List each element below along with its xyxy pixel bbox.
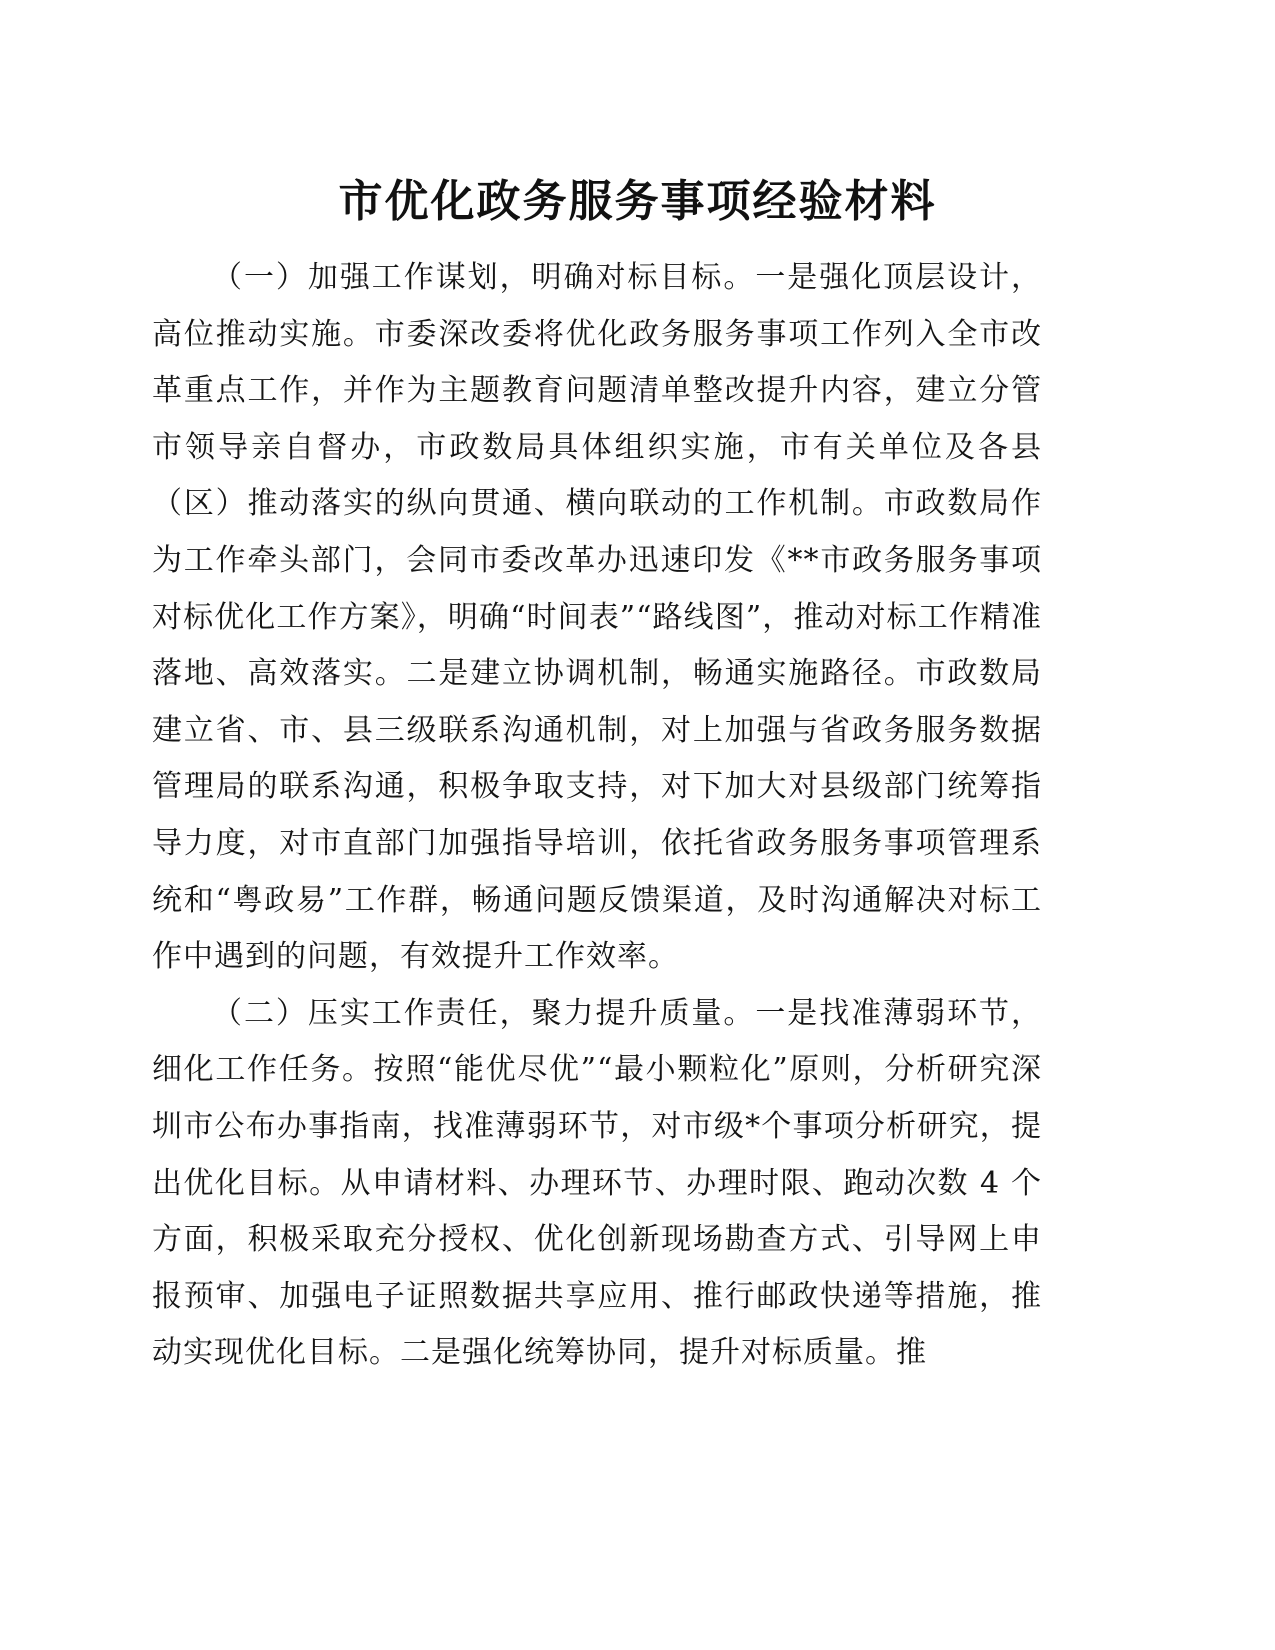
document-body [152, 250, 1042, 1382]
paragraph-2: （二）压实工作责任，聚力提升质量。一是找准薄弱环节，细化工作任务。按照“能优尽优”“最小颗粒化”原则，分析研究深圳市公布办事指南，找准薄弱环节，对市级*个事项分析研究，提出优化目标。从申请材料、办理环节、办理时限、跑动次数 4 个方面，积极采取充分授权、优化创新现场勘查方式、引导网上申报预审、加强电子证照数据共享应用、推行邮政快递等措施，推动实现优化目标。二是强化统筹协同，提升对标质量。推 [152, 995, 1042, 1371]
paragraph-1: （一）加强工作谋划，明确对标目标。一是强化顶层设计，高位推动实施。市委深改委将优化政务服务事项工作列入全市改革重点工作，并作为主题教育问题清单整改提升内容，建立分管市领导亲自督办，市政数局具体组织实施，市有关单位及各县（区）推动落实的纵向贯通、横向联动的工作机制。市政数局作为工作牵头部门，会同市委改革办迅速印发《**市政务服务事项对标优化工作方案》，明确“时间表”“路线图”，推动对标工作精准落地、高效落实。二是建立协调机制，畅通实施路径。市政数局建立省、市、县三级联系沟通机制，对上加强与省政务服务数据管理局的联系沟通，积极争取支持，对下加大对县级部门统筹指导力度，对市直部门加强指导培训，依托省政务服务事项管理系统和“粤政易”工作群，畅通问题反馈渠道，及时沟通解决对标工作中遇到的问题，有效提升工作效率。 [152, 260, 1042, 975]
document-title: 市优化政务服务事项经验材料 [338, 176, 937, 227]
